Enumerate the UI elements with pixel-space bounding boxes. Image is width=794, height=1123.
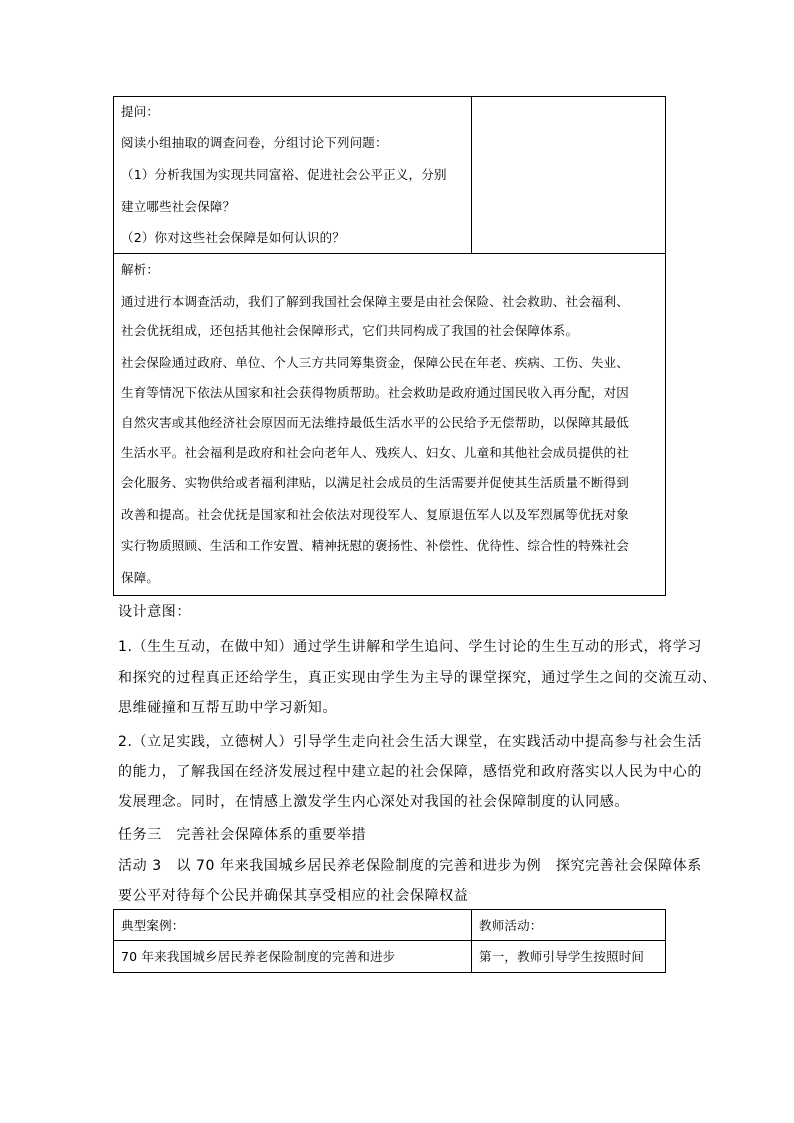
analysis-line: 通过进行本调查活动，我们了解到我国社会保障主要是由社会保险、社会救助、社会福利、 bbox=[121, 294, 630, 309]
task-3-heading: 任务三 完善社会保障体系的重要举措 bbox=[118, 827, 367, 843]
design-intent-title: 设计意图： bbox=[118, 604, 191, 620]
analysis-title: 解析： bbox=[121, 262, 160, 277]
paragraph-1-line: 1.（生生互动，在做中知）通过学生讲解和学生追问、学生讨论的生生互动的形式，将学习 bbox=[118, 639, 702, 655]
activity-3-line-2: 要公平对待每个公民并确保其享受相应的社会保障权益 bbox=[118, 888, 469, 904]
question-1-line-1: （1）分析我国为实现共同富裕、促进社会公平正义，分别 bbox=[121, 167, 447, 182]
analysis-line: 社会优抚组成，还包括其他社会保障形式，它们共同构成了我国的社会保障体系。 bbox=[121, 323, 579, 338]
analysis-line: 生育等情况下依法从国家和社会获得物质帮助。社会救助是政府通过国民收入再分配，对因 bbox=[121, 385, 630, 400]
analysis-line: 自然灾害或其他经济社会原因而无法维持最低生活水平的公民给予无偿帮助，以保障其最低 bbox=[121, 415, 630, 430]
question-cell bbox=[114, 97, 472, 254]
analysis-line: 社会保险通过政府、单位、个人三方共同筹集资金，保障公民在年老、疾病、工伤、失业、 bbox=[121, 355, 630, 370]
analysis-line: 生活水平。社会福利是政府和社会向老年人、残疾人、妇女、儿童和其他社会成员提供的社 bbox=[121, 445, 630, 460]
question-2: （2）你对这些社会保障是如何认识的？ bbox=[121, 230, 346, 245]
paragraph-1-line: 思维碰撞和互帮互助中学习新知。 bbox=[118, 700, 337, 716]
analysis-line: 会化服务、实物供给或者福利津贴，以满足社会成员的生活需要并促使其生活质量不断得到 bbox=[121, 475, 630, 490]
analysis-line: 实行物质照顾、生活和工作安置、精神抚慰的褒扬性、补偿性、优待性、综合性的特殊社会 bbox=[121, 538, 630, 553]
analysis-cell bbox=[114, 254, 665, 595]
paragraph-2-line: 发展理念。同时，在情感上激发学生内心深处对我国的社会保障制度的认同感。 bbox=[118, 794, 629, 810]
discussion-table bbox=[113, 96, 666, 596]
analysis-line: 改善和提高。社会优抚是国家和社会依法对现役军人、复原退伍军人以及军烈属等优抚对象 bbox=[121, 507, 630, 522]
case-table bbox=[113, 909, 666, 973]
teacher-activity-text: 第一，教师引导学生按照时间 bbox=[479, 949, 645, 964]
activity-3-line-1: 活动 3 以 70 年来我国城乡居民养老保险制度的完善和进步为例 探究完善社会保障体系 bbox=[118, 858, 702, 874]
paragraph-1-line: 和探究的过程真正还给学生，真正实现由学生为主导的课堂探究，通过学生之间的交流互动、 bbox=[118, 670, 717, 686]
case-cell bbox=[114, 910, 472, 972]
teacher-activity-title: 教师活动： bbox=[479, 918, 543, 933]
question-1-line-2: 建立哪些社会保障？ bbox=[121, 199, 236, 214]
case-text: 70 年来我国城乡居民养老保险制度的完善和进步 bbox=[121, 949, 396, 964]
case-title: 典型案例： bbox=[121, 918, 185, 933]
paragraph-2-line: 的能力，了解我国在经济发展过程中建立起的社会保障，感悟党和政府落实以人民为中心的 bbox=[118, 764, 702, 780]
teacher-activity-cell bbox=[472, 910, 665, 972]
question-title: 提问： bbox=[121, 104, 160, 119]
question-side-cell bbox=[472, 97, 666, 254]
analysis-line: 保障。 bbox=[121, 570, 160, 585]
table-divider bbox=[114, 940, 665, 941]
paragraph-2-line: 2.（立足实践，立德树人）引导学生走向社会生活大课堂，在实践活动中提高参与社会生活 bbox=[118, 734, 702, 750]
question-intro: 阅读小组抽取的调查问卷，分组讨论下列问题： bbox=[121, 135, 388, 150]
